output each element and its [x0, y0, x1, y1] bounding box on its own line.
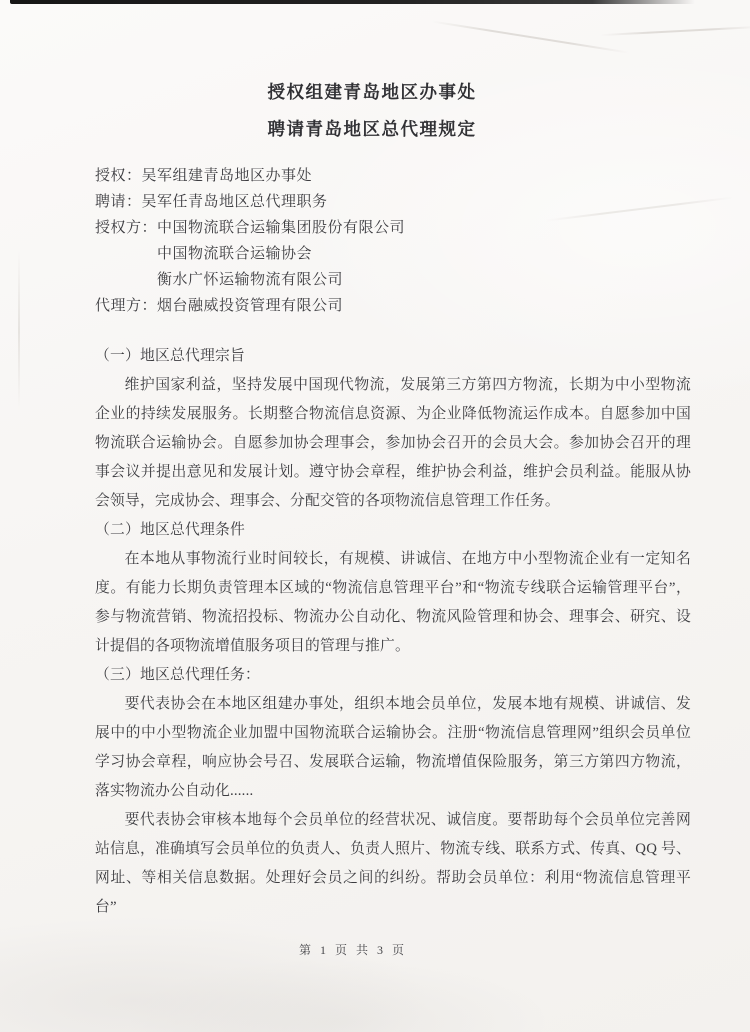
paper-crease: [600, 26, 750, 36]
title-line-1: 授权组建青岛地区办事处: [267, 82, 477, 102]
party-line-authorizer-1: 授权方：中国物流联合运输集团股份有限公司: [95, 220, 406, 236]
paper-crease: [431, 20, 629, 53]
party-line-agent: 代理方：烟台融威投资管理有限公司: [95, 298, 344, 314]
title-line-2: 聘请青岛地区总代理规定: [267, 119, 477, 139]
paper-crease: [18, 250, 20, 410]
section-1-paragraph-1: 维护国家利益，坚持发展中国现代物流，发展第三方第四方物流，长期为中小型物流企业的持续发展服务。长期整合物流信息资源、为企业降低物流运作成本。自愿参加中国物流联合运输协会。自愿参加协会理事会，参加协会召开的会员大会。参加协会召开的理事会议并提出意见和发展计划。遵守协会章程，维护协会利益，维护会员利益。能服从协会领导，完成协会、理事会、分配交管的各项物流信息管理工作任务。: [95, 377, 691, 509]
page-number-footer: 第 1 页 共 3 页: [298, 943, 407, 957]
section-3-paragraph-1: 要代表协会在本地区组建办事处，组织本地会员单位，发展本地有规模、讲诚信、发展中的中小型物流企业加盟中国物流联合运输协会。注册“物流信息管理网”组织会员单位学习协会章程，响应协会号召、发展联合运输，物流增值保险服务，第三方第四方物流，落实物流办公自动化......: [95, 696, 691, 799]
section-3-paragraph-2: 要代表协会审核本地每个会员单位的经营状况、诚信度。要帮助每个会员单位完善网站信息，准确填写会员单位的负责人、负责人照片、物流专线、联系方式、传真、QQ 号、网址、等相关信息数据。处理好会员之间的纠纷。帮助会员单位：利用“物流信息管理平台”: [95, 812, 691, 915]
party-line-authorization: 授权：吴军组建青岛地区办事处: [95, 168, 313, 184]
party-line-appointment: 聘请：吴军任青岛地区总代理职务: [95, 194, 328, 210]
scan-artifact-top-edge: [10, 0, 695, 4]
party-line-authorizer-3: 衡水广怀运输物流有限公司: [157, 272, 344, 288]
parties-block: [95, 163, 695, 319]
document-body: [95, 342, 691, 922]
section-2-heading: （二）地区总代理条件: [95, 522, 245, 538]
party-line-authorizer-2: 中国物流联合运输协会: [157, 246, 313, 262]
section-2-paragraph-1: 在本地从事物流行业时间较长，有规模、讲诚信、在地方中小型物流企业有一定知名度。有能力长期负责管理本区域的“物流信息管理平台”和“物流专线联合运输管理平台”，参与物流营销、物流招投标、物流办公自动化、物流风险管理和协会、理事会、研究、设计提倡的各项物流增值服务项目的管理与推广。: [95, 551, 691, 654]
document-title: [0, 74, 744, 148]
section-1-heading: （一）地区总代理宗旨: [95, 348, 245, 364]
section-3-heading: （三）地区总代理任务：: [95, 667, 260, 683]
